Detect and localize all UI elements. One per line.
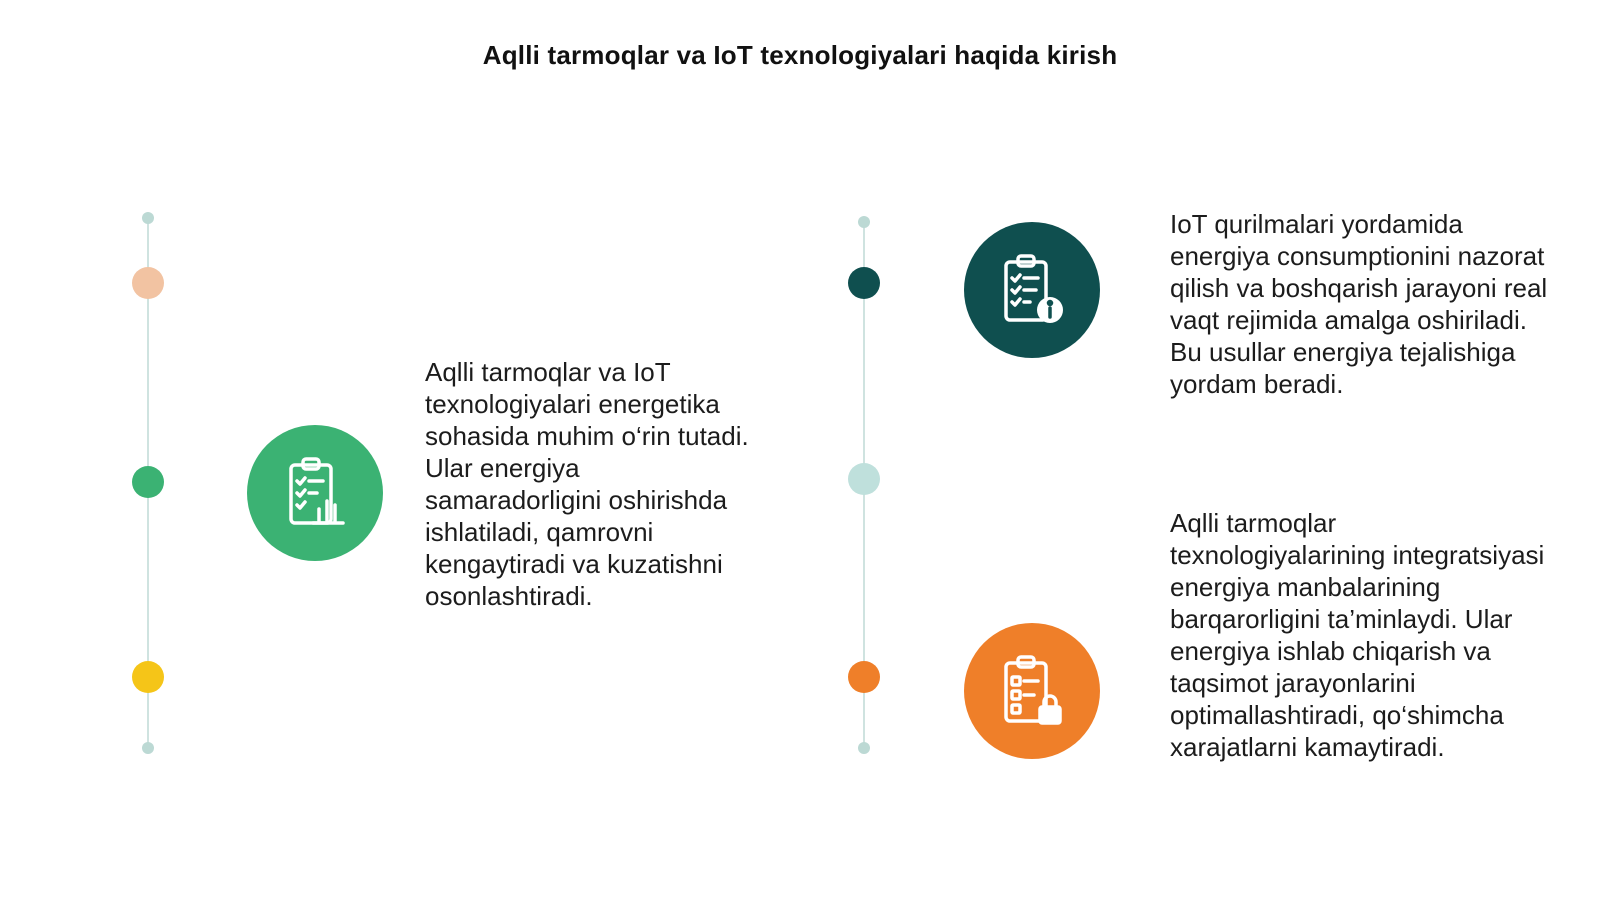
timeline-start-cap — [142, 212, 154, 224]
timeline-start-cap — [858, 216, 870, 228]
right-bottom-description: Aqlli tarmoqlar texnologiyalarining integratsiyasi energiya manbalarining barqarorligini ta’minlaydi. Ular energiya ishlab chiqarish va taqsimot jarayonlarini optimallashtiradi, qo‘shimcha xarajatlarni kamaytiradi. — [1170, 508, 1545, 762]
timeline-end-cap — [142, 742, 154, 754]
page-title: Aqlli tarmoqlar va IoT texnologiyalari haqida kirish — [482, 40, 1118, 70]
clipboard-chart-icon — [247, 425, 383, 561]
left-description: Aqlli tarmoqlar va IoT texnologiyalari energetika sohasida muhim o‘rin tutadi. Ular energiya samaradorligini oshirishda ishlatiladi, qamrovni kengaytiradi va kuzatishni osonlashtiradi. — [425, 357, 749, 611]
timeline-dot-yellow — [132, 661, 164, 693]
right-top-description: IoT qurilmalari yordamida energiya consumptionini nazorat qilish va boshqarish jarayoni real vaqt rejimida amalga oshiriladi. Bu usullar energiya tejalishiga yordam beradi. — [1170, 209, 1548, 399]
timeline-end-cap — [858, 742, 870, 754]
clipboard-info-icon — [964, 222, 1100, 358]
timeline-dot-orange — [848, 661, 880, 693]
timeline-dot-peach — [132, 267, 164, 299]
timeline-dot-dark-teal — [848, 267, 880, 299]
right-timeline — [847, 210, 881, 760]
clipboard-lock-icon — [964, 623, 1100, 759]
left-timeline — [131, 210, 165, 760]
timeline-dot-green — [132, 466, 164, 498]
timeline-dot-light-teal — [848, 463, 880, 495]
